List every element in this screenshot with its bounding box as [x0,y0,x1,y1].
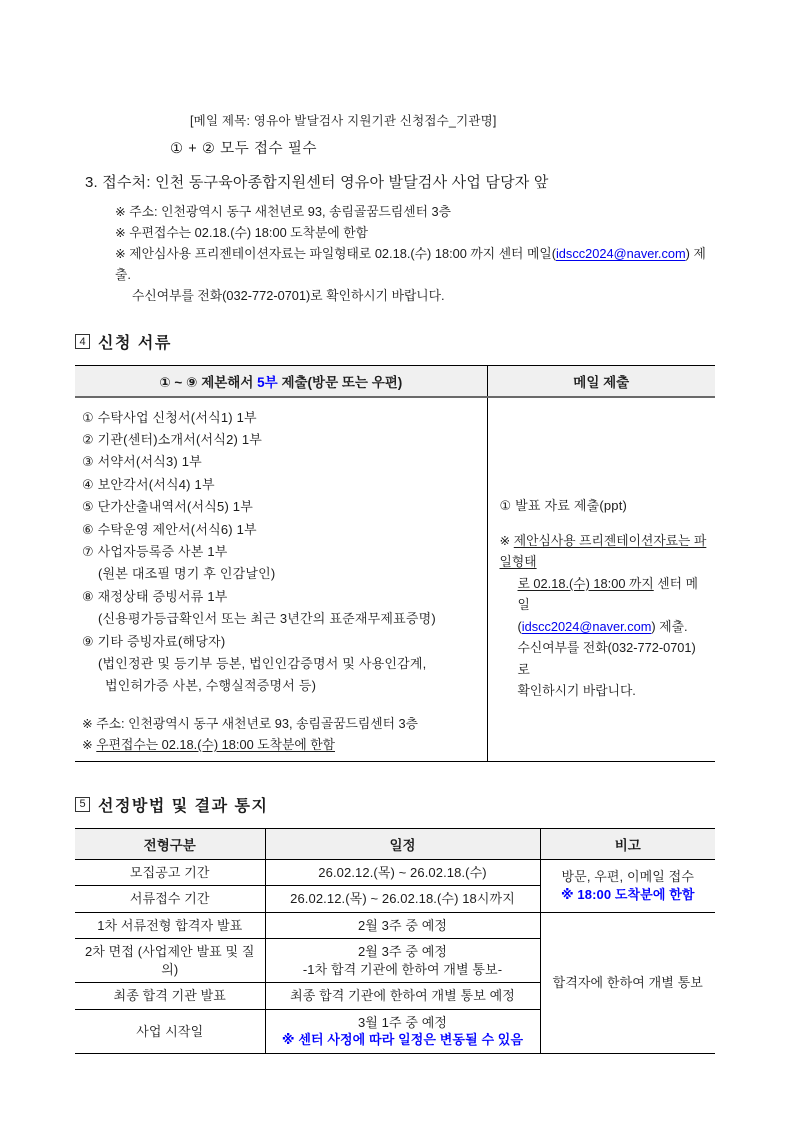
t5-header-row [75,828,715,859]
document-item-note: (신용평가등급확인서 또는 최근 3년간의 표준재무제표증명) [98,611,436,627]
presentation-note-text: ※ 제안심사용 프리젠테이션자료는 파일형태로 02.18.(수) 18:00 까지 센터 메일( [115,246,556,261]
t5-category: 사업 시작일 [75,1009,265,1053]
document-item: ⑦ 사업자등록증 사본 1부 [82,543,228,559]
document-item: ② 기관(센터)소개서(서식2) 1부 [82,431,263,447]
t5-remark-top [540,859,715,912]
t5-header-category: 전형구분 [75,828,265,859]
t4-note-postal-text: 우편접수는 02.18.(수) 18:00 도착분에 한함 [96,736,335,752]
center-email-link[interactable]: idscc2024@naver.com [555,246,686,261]
mail-note-l3pre: ( [517,618,522,634]
mail-note-line5: 확인하시기 바랍니다. [517,683,636,698]
remark-line1: 방문, 우편, 이메일 접수 [561,869,694,885]
table-row [75,859,715,886]
section3-heading: 3. 접수처: 인천 동구육아종합지원센터 영유아 발달검사 사업 담당자 앞 [85,174,549,191]
t4-note-address: ※ 주소: 인천광역시 동구 새천년로 93, 송림골꿈드림센터 3층 [82,715,419,731]
t5-remark-bottom: 합격자에 한하여 개별 통보 [540,912,715,1053]
t4-header-copies: 5부 [257,374,278,390]
t4-note-postal-marker: ※ [82,736,97,752]
section3-note-address: ※ 주소: 인천광역시 동구 새천년로 93, 송림골꿈드림센터 3층 [115,204,452,219]
t5-category: 최종 합격 기관 발표 [75,983,265,1010]
mail-submit-note [500,530,708,702]
t4-note-postal [82,734,481,755]
remark-line2: ※ 18:00 도착분에 한함 [560,886,695,902]
document-item-note: (법인정관 및 등기부 등본, 법인인감증명서 및 사용인감계, [98,655,427,671]
section5-title: 선정방법 및 결과 통지 [98,797,269,815]
document-item: ⑨ 기타 증빙자료(해당자) [82,633,226,649]
mail-subject-note: [메일 제목: 영유아 발달검사 지원기관 신청접수_기관명] [190,114,497,128]
section3-notes [115,201,715,306]
t4-header-seg3: 제출(방문 또는 우편) [277,374,403,390]
document-item: ④ 보안각서(서식4) 1부 [82,476,215,492]
presentation-note-suffix: ) 제출. [115,246,706,282]
mail-note-line3 [518,616,708,638]
document-item: ⑧ 재정상태 증빙서류 1부 [82,588,228,604]
document-item: ⑤ 단가산출내역서(서식5) 1부 [82,499,253,515]
t5-category: 모집공고 기간 [75,859,265,886]
schedule-line1: 3월 1주 중 예정 [357,1014,448,1030]
t5-category: 2차 면접 (사업제안 발표 및 질의) [75,939,265,983]
schedule-line2: -1차 합격 기관에 한하여 개별 통보- [302,961,503,977]
t5-schedule [265,1009,540,1053]
presentation-note-line2: 수신여부를 전화(032-772-0701)로 확인하시기 바랍니다. [132,288,445,303]
t5-schedule: 최종 합격 기관에 한하여 개별 통보 예정 [265,983,540,1010]
section4-number-box: 4 [75,334,90,349]
mail-note-l2r: 센터 메일 [517,575,698,612]
document-item: ③ 서약서(서식3) 1부 [82,454,202,470]
center-email-link[interactable]: idscc2024@naver.com [521,618,652,634]
mail-note-line2 [518,573,708,616]
table-row [75,912,715,939]
both-required-note: ① + ② 모두 접수 필수 [170,141,318,157]
t5-schedule [265,939,540,983]
t4-header-submit [75,366,487,397]
t5-category: 서류접수 기간 [75,886,265,913]
section4-title: 신청 서류 [98,335,172,352]
mail-note-l2u: 로 02.18.(수) 18:00 까지 [517,575,654,591]
document-item: ⑥ 수탁운영 제안서(서식6) 1부 [82,521,257,537]
t5-schedule: 2월 3주 중 예정 [265,912,540,939]
schedule-line2: ※ 센터 사정에 따라 일정은 변동될 수 있음 [281,1032,524,1048]
t4-mail-cell [487,397,715,762]
t4-header-mail: 메일 제출 [487,366,715,397]
t5-header-remark: 비고 [540,828,715,859]
section3-note-presentation [115,243,715,306]
selection-schedule-table [75,828,715,1054]
spacer [82,698,481,713]
document-item-note: 법인허가증 사본, 수행실적증명서 등) [105,678,317,694]
section5-heading [75,793,715,816]
t4-header-seg1: ① ~ ⑨ 제본해서 [159,374,258,390]
schedule-line1: 2월 3주 중 예정 [357,944,448,960]
t5-schedule: 26.02.12.(목) ~ 26.02.18.(수) 18시까지 [265,886,540,913]
t4-header-row [75,366,715,397]
section5-number-box: 5 [75,797,90,812]
section4-heading [75,330,715,353]
t5-schedule: 26.02.12.(목) ~ 26.02.18.(수) [265,859,540,886]
mail-note-l1: 제안심사용 프리젠테이션자료는 파일형태 [499,532,707,569]
mail-note-line4: 수신여부를 전화(032-772-0701)로 [517,640,696,677]
document-item: ① 수탁사업 신청서(서식1) 1부 [82,409,257,425]
application-documents-table [75,365,715,762]
mail-submit-item: ① 발표 자료 제출(ppt) [499,497,628,513]
t4-body-row [75,397,715,762]
mail-note-l3post: ) 제출. [651,618,688,634]
t4-documents-cell [75,397,487,762]
t5-header-schedule: 일정 [265,828,540,859]
document-item-note: (원본 대조필 명기 후 인감날인) [98,566,276,582]
note-marker: ※ [499,532,514,548]
section3-note-postal: ※ 우편접수는 02.18.(수) 18:00 도착분에 한함 [115,225,368,240]
mail-note-line1 [500,530,708,573]
t5-category: 1차 서류전형 합격자 발표 [75,912,265,939]
